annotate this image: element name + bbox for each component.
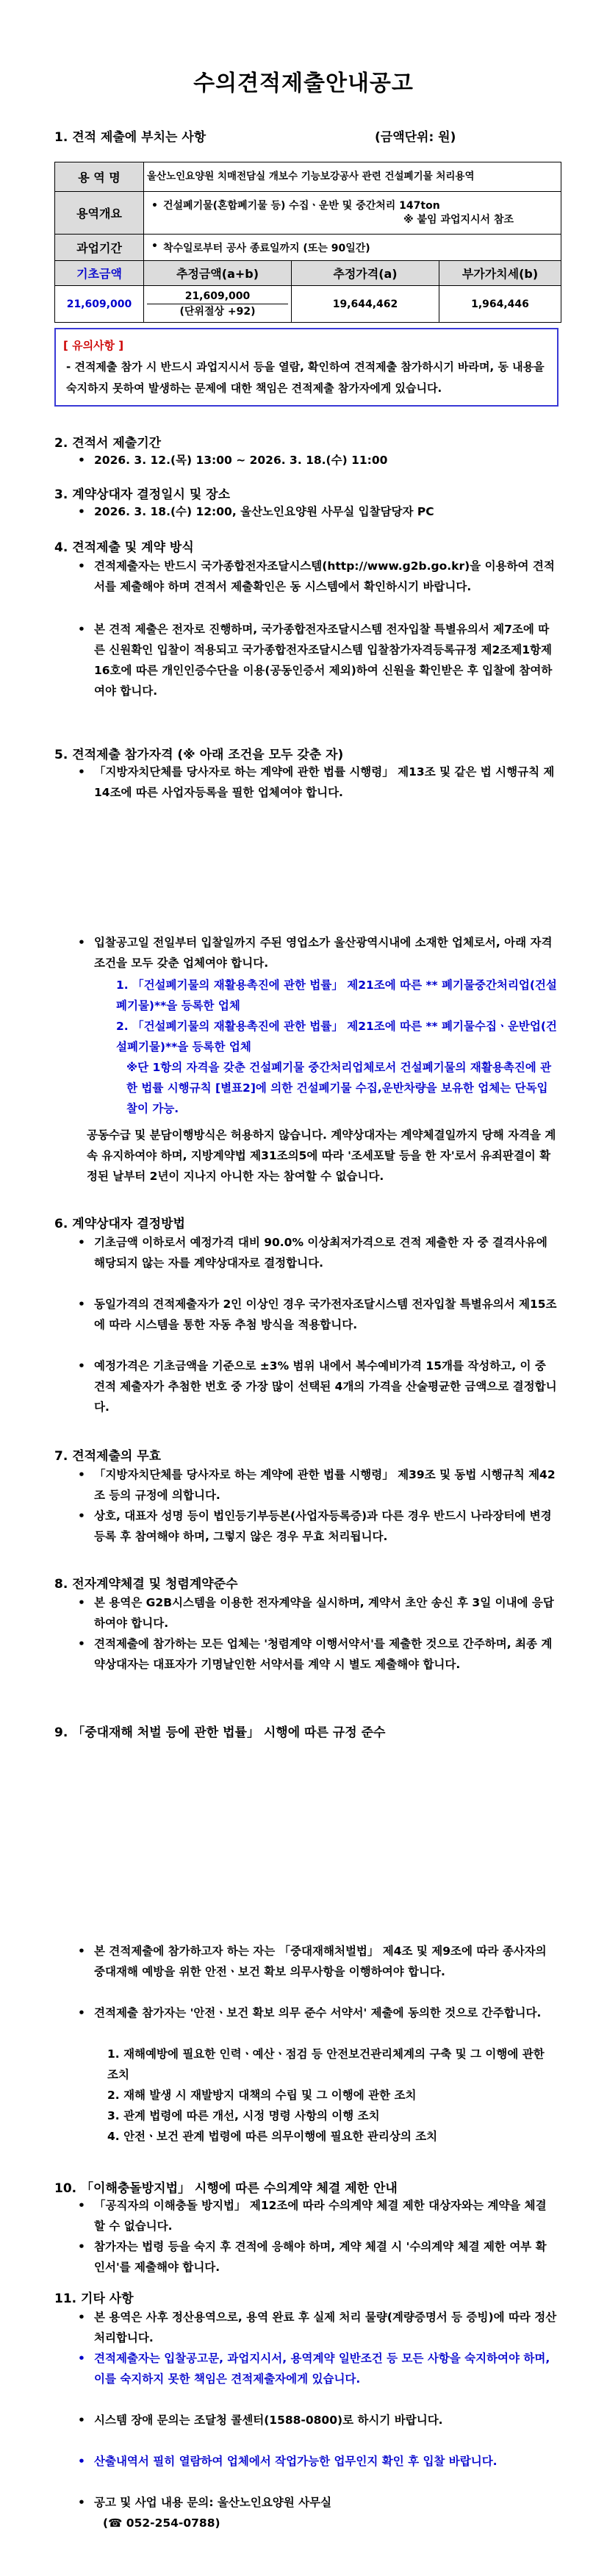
section-5-item-2: • 입찰공고일 전일부터 입찰일까지 주된 영업소가 울산광역시내에 소재한 업체로서, 아래 자격 조건을 모두 갖춘 업체여야 합니다.	[94, 932, 557, 973]
section-10-item-1: • 「공직자의 이해충돌 방지법」 제12조에 따라 수의계약 체결 제한 대상자와는 계약을 체결할 수 없습니다.	[94, 2195, 557, 2236]
section-11-item-2: • 견적제출자는 입찰공고문, 과업지시서, 용역계약 일반조건 등 모든 사항을 숙지하여야 하며, 이를 숙지하지 못한 책임은 견적제출자에게 있습니다.	[94, 2348, 557, 2389]
service-overview-value: • 건설폐기물(혼합폐기물 등) 수집ㆍ운반 및 중간처리 147ton ※ 붙임 과업지시서 참조	[144, 192, 561, 235]
section-11-item-1: • 본 용역은 사후 정산용역으로, 용역 완료 후 실제 처리 물량(계량증명서 등 증빙)에 따라 정산 처리합니다.	[94, 2307, 557, 2348]
base-amount-value: 21,609,000	[55, 286, 144, 323]
section-7-item-1: • 「지방자치단체를 당사자로 하는 계약에 관한 법률 시행령」 제39조 및 동법 시행규칙 제42조 등의 규정에 의합니다.	[94, 1464, 557, 1506]
estimated-amount-round: (단위절상 +92)	[147, 304, 288, 319]
period-value: • 착수일로부터 공사 종료일까지 (또는 90일간)	[144, 235, 561, 261]
service-name-value: 울산노인요양원 치매전담실 개보수 기능보강공사 관련 건설폐기물 처리용역	[144, 162, 561, 192]
section-7-heading: 7. 견적제출의 무효	[54, 1449, 162, 1464]
section-1-title: 1. 견적 제출에 부치는 사항	[54, 130, 206, 145]
section-8-item-1: • 본 용역은 G2B시스템을 이용한 전자계약을 실시하며, 계약서 초안 송신 후 3일 이내에 응답하여야 합니다.	[94, 1592, 557, 1634]
period-label: 과업기간	[55, 235, 144, 261]
section-6-item-3: • 예정가격은 기초금액을 기준으로 ±3% 범위 내에서 복수예비가격 15개를 작성하고, 이 중 견적 제출자가 추첨한 번호 중 가장 많이 선택된 4개의 가격을 산술평균한 금액으로 결정합니다.	[94, 1356, 557, 1417]
section-5-paragraph: 공동수급 및 분담이행방식은 허용하지 않습니다. 계약상대자는 계약체결일까지 당해 자격을 계속 유지하여야 하며, 지방계약법 제31조의5에 따라 '조세포탈 등을 한 자'로서 유죄판결이 확정된 날부터 2년이 지나지 아니한 자는 참여할 수 없습니다.	[87, 1128, 556, 1183]
caution-text: - 견적제출 참가 시 반드시 과업지시서 등을 열람, 확인하여 견적제출 참가하시기 바라며, 동 내용을 숙지하지 못하여 발생하는 문제에 대한 책임은 견적제출 참가자에게 있습니다.	[66, 360, 545, 395]
amount-unit: (금액단위: 원)	[375, 130, 456, 145]
service-overview-label: 용역개요	[55, 192, 144, 235]
section-9-item-2: • 견적제출 참가자는 '안전ㆍ보건 확보 의무 준수 서약서' 제출에 동의한 것으로 간주합니다.	[94, 2003, 557, 2023]
section-11-item-3: • 시스템 장애 문의는 조달청 콜센터(1588-0800)로 하시기 바랍니다.	[94, 2410, 557, 2430]
section-4-heading: 4. 견적제출 및 계약 방식	[54, 540, 194, 555]
section-8-heading: 8. 전자계약체결 및 청렴계약준수	[54, 1577, 238, 1592]
section-4-item-1: • 견적제출자는 반드시 국가종합전자조달시스템(http://www.g2b.go.kr)을 이용하여 견적서를 제출해야 하며 견적서 제출확인은 동 시스템에서 확인하시기 바랍니다.	[94, 556, 557, 597]
section-9-sub-3: 3. 관계 법령에 따른 개선, 시정 명령 사항의 이행 조치	[107, 2109, 380, 2122]
bid-info-table	[54, 162, 561, 323]
base-amount-header: 기초금액	[55, 261, 144, 286]
qualification-2: 2. 「건설폐기물의 재활용촉진에 관한 법률」 제21조에 따른 ** 폐기물수집ㆍ운반업(건설폐기물)**을 등록한 업체	[116, 1020, 557, 1053]
estimated-amount-number: 21,609,000	[184, 290, 251, 302]
estimated-price-header: 추정가격(a)	[292, 261, 439, 286]
section-11-item-4: • 산출내역서 필히 열람하여 업체에서 작업가능한 업무인지 확인 후 입찰 바랍니다.	[94, 2451, 557, 2472]
service-name-label: 용 역 명	[55, 162, 144, 192]
section-5-item-1: • 「지방자치단체를 당사자로 하는 계약에 관한 법률 시행령」 제13조 및 같은 법 시행규칙 제14조에 따른 사업자등록을 필한 업체여야 합니다.	[94, 762, 557, 803]
section-9-sub-4: 4. 안전ㆍ보건 관계 법령에 따른 의무이행에 필요한 관리상의 조치	[107, 2130, 438, 2143]
overview-text: 건설폐기물(혼합폐기물 등) 수집ㆍ운반 및 중간처리 147ton	[163, 199, 440, 212]
vat-header: 부가가치세(b)	[439, 261, 561, 286]
contact-phone: (☎ 052-254-0788)	[103, 2516, 220, 2530]
caution-heading: [ 유의사항 ]	[63, 339, 124, 352]
section-5-heading: 5. 견적제출 참가자격 (※ 아래 조건을 모두 갖춘 자)	[54, 748, 344, 762]
caution-box	[54, 328, 558, 407]
section-3-item: • 2026. 3. 18.(수) 12:00, 울산노인요양원 사무실 입찰담당자 PC	[94, 501, 557, 522]
section-1-heading	[54, 126, 561, 145]
section-7-item-2: • 상호, 대표자 성명 등이 법인등기부등본(사업자등록증)과 다른 경우 반드시 나라장터에 변경 등록 후 참여해야 하며, 그렇지 않은 경우 무효 처리됩니다.	[94, 1506, 557, 1547]
section-9-item-1: • 본 견적제출에 참가하고자 하는 자는 「중대재해처벌법」 제4조 및 제9조에 따라 종사자의 중대재해 예방을 위한 안전ㆍ보건 확보 의무사항을 이행하여야 합니다.	[94, 1941, 557, 1982]
section-6-item-1: • 기초금액 이하로서 예정가격 대비 90.0% 이상최저가격으로 견적 제출한 자 중 결격사유에 해당되지 않는 자를 계약상대자로 결정합니다.	[94, 1232, 557, 1273]
section-9-sub-2: 2. 재해 발생 시 재발방지 대책의 수립 및 그 이행에 관한 조치	[107, 2089, 417, 2102]
section-10-heading: 10. 「이해충돌방지법」 시행에 따른 수의계약 체결 제한 안내	[54, 2181, 398, 2196]
vat-value: 1,964,446	[439, 286, 561, 323]
section-4-item-2: • 본 견적 제출은 전자로 진행하며, 국가종합전자조달시스템 전자입찰 특별유의서 제7조에 따른 신원확인 입찰이 적용되고 국가종합전자조달시스템 입찰참가자격등록규정 제2조제1항제16호에 따른 개인인증수단을 이용(공동인증서 제외)하여 신원을 확인받은 후 입찰에 참여하여야 합니다.	[94, 619, 557, 701]
section-6-item-2: • 동일가격의 견적제출자가 2인 이상인 경우 국가전자조달시스템 전자입찰 특별유의서 제15조에 따라 시스템을 통한 자동 추첨 방식을 적용합니다.	[94, 1294, 557, 1335]
estimated-price-value: 19,644,462	[292, 286, 439, 323]
qualification-note: ※단 1항의 자격을 갖춘 건설폐기물 중간처리업체로서 건설폐기물의 재활용촉진에 관한 법률 시행규칙 [별표2]에 의한 건설폐기물 수집,운반차량을 보유한 업체는 단독입찰이 가능.	[126, 1061, 552, 1115]
estimated-amount-header: 추정금액(a+b)	[144, 261, 292, 286]
overview-ref: ※ 붙임 과업지시서 참조	[403, 213, 514, 226]
estimated-amount-value	[144, 286, 292, 323]
section-11-item-5: • 공고 및 사업 내용 문의: 울산노인요양원 사무실	[94, 2492, 557, 2513]
period-text: 착수일로부터 공사 종료일까지 (또는 90일간)	[163, 242, 370, 254]
section-10-item-2: • 참가자는 법령 등을 숙지 후 견적에 응해야 하며, 계약 체결 시 '수의계약 체결 제한 여부 확인서'를 제출해야 합니다.	[94, 2236, 557, 2278]
section-9-sub-1: 1. 재해예방에 필요한 인력ㆍ예산ㆍ점검 등 안전보건관리체계의 구축 및 그 이행에 관한 조치	[107, 2047, 545, 2081]
section-3-heading: 3. 계약상대자 결정일시 및 장소	[54, 487, 231, 502]
section-2-item: • 2026. 3. 12.(목) 13:00 ~ 2026. 3. 18.(수) 11:00	[94, 450, 557, 471]
page-title: 수의견적제출안내공고	[193, 71, 414, 96]
section-8-item-2: • 견적제출에 참가하는 모든 업체는 '청렴계약 이행서약서'를 제출한 것으로 간주하며, 최종 계약상대자는 대표자가 기명날인한 서약서를 계약 시 별도 제출해야 합니다.	[94, 1634, 557, 1675]
section-11-heading: 11. 기타 사항	[54, 2291, 134, 2306]
qualification-1: 1. 「건설폐기물의 재활용촉진에 관한 법률」 제21조에 따른 ** 폐기물중간처리업(건설폐기물)**을 등록한 업체	[116, 978, 557, 1012]
section-9-heading: 9. 「중대재해 처벌 등에 관한 법률」 시행에 따른 규정 준수	[54, 1725, 386, 1740]
section-2-heading: 2. 견적서 제출기간	[54, 436, 162, 451]
section-6-heading: 6. 계약상대자 결정방법	[54, 1217, 185, 1231]
